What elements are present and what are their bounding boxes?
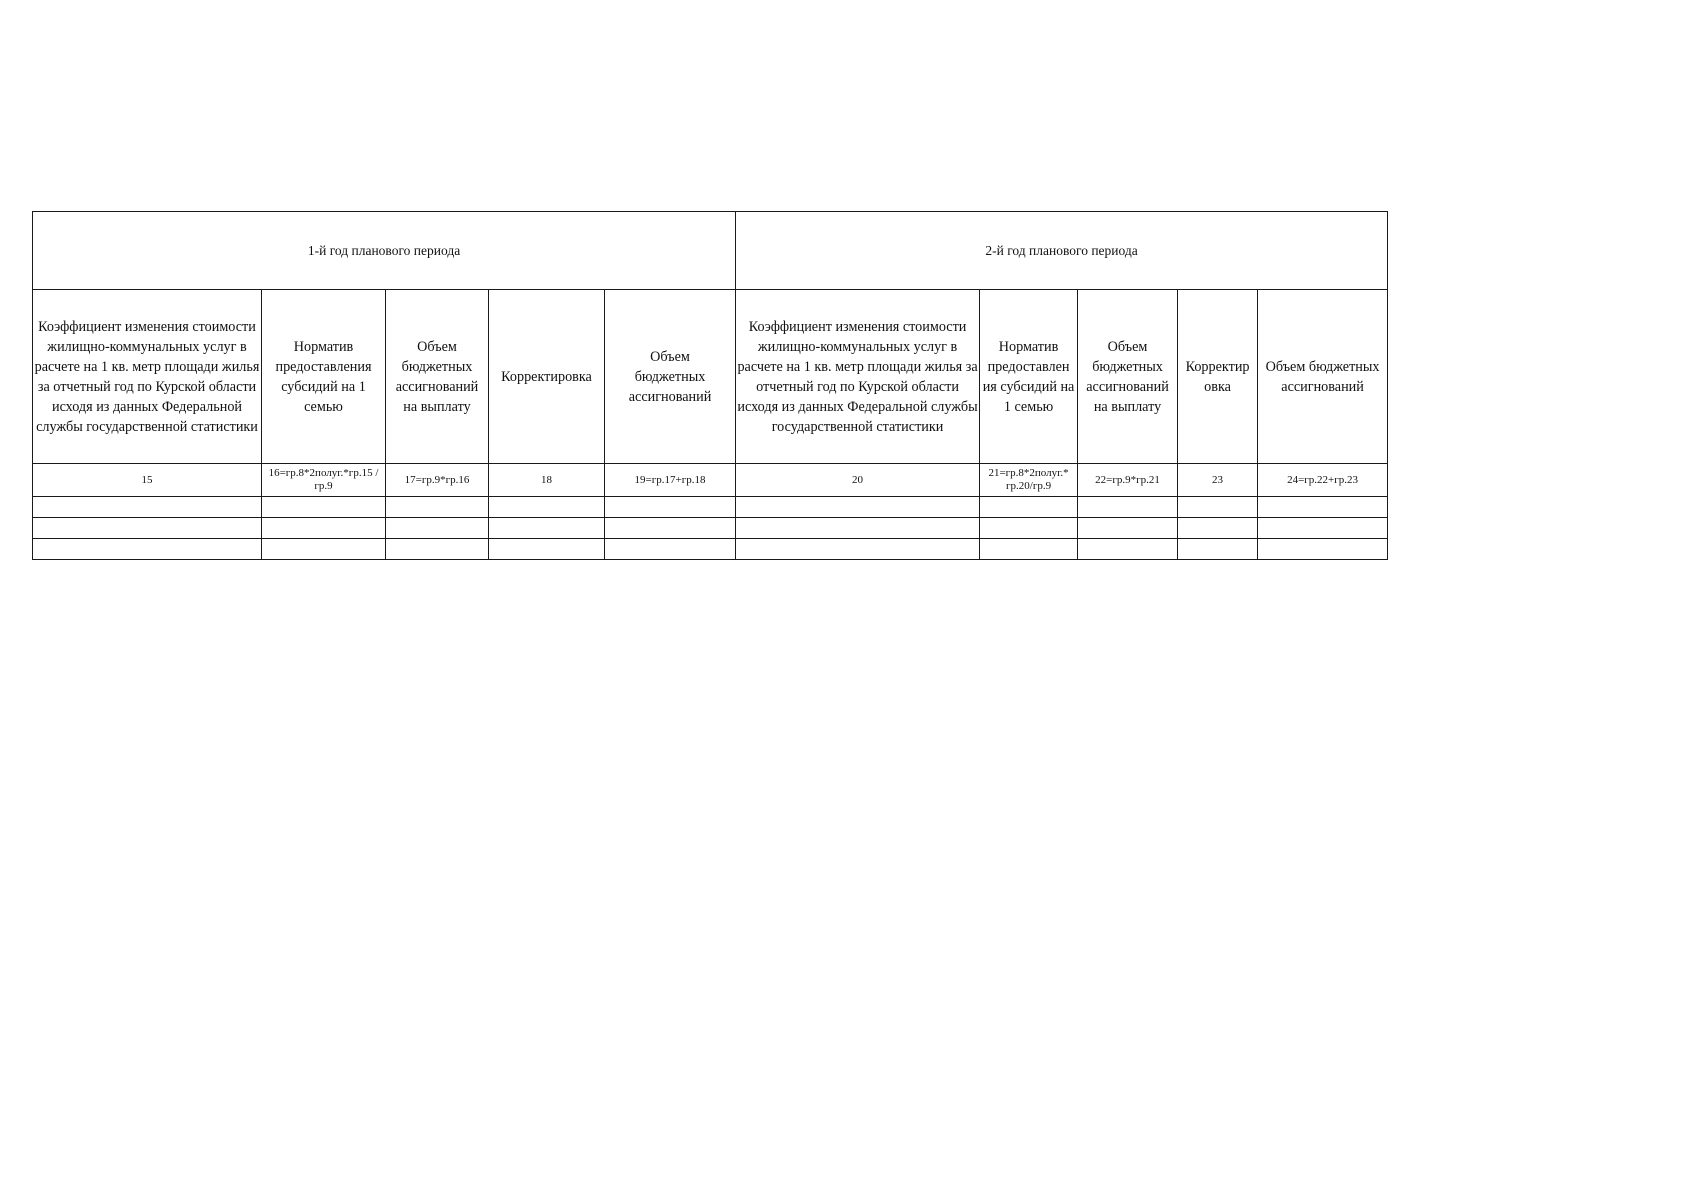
- empty-cell: [980, 518, 1078, 539]
- column-number: [605, 464, 736, 497]
- empty-cell: [33, 539, 262, 560]
- empty-cell: [736, 497, 980, 518]
- column-number: [980, 464, 1078, 497]
- empty-cell: [1258, 539, 1388, 560]
- column-number-text: 22=гр.9*гр.21: [1095, 473, 1160, 486]
- column-number-text: 17=гр.9*гр.16: [404, 473, 470, 486]
- empty-cell: [1178, 497, 1258, 518]
- column-header-text: Объем бюджетных ассигнований на выплату: [1086, 338, 1169, 415]
- table-row: [33, 497, 1388, 518]
- empty-cell: [262, 497, 386, 518]
- period-cell-first-year: [33, 212, 736, 290]
- empty-cell: [489, 497, 605, 518]
- column-number: [386, 464, 489, 497]
- empty-cell: [736, 539, 980, 560]
- column-header: [33, 290, 262, 464]
- empty-cell: [489, 539, 605, 560]
- column-number-text: 15: [141, 473, 153, 486]
- period-label: 2-й год планового периода: [985, 242, 1138, 258]
- column-header-text: Норматив предоставления субсидий на 1 семью: [275, 338, 372, 415]
- period-label: 1-й год планового периода: [307, 242, 461, 258]
- empty-cell: [386, 497, 489, 518]
- column-header: [386, 290, 489, 464]
- empty-cell: [1258, 518, 1388, 539]
- column-number-text: 18: [541, 473, 552, 486]
- column-number: [1178, 464, 1258, 497]
- column-number-row: [33, 464, 1388, 497]
- empty-cell: [33, 518, 262, 539]
- empty-cell: [262, 518, 386, 539]
- column-header-text: Объем бюджетных ассигнований на выплату: [395, 338, 479, 415]
- column-header-text: Корректировка: [501, 368, 592, 385]
- column-header-text: Коэффициент изменения стоимости жилищно-коммунальных услуг в расчете на 1 кв. метр площади жилья за отчетный год по Курской области исходя из данных Федеральной службы государственной статистики: [737, 318, 978, 435]
- column-header-text: Норматив предоставлен ия субсидий на 1 семью: [982, 338, 1075, 415]
- column-header: [1178, 290, 1258, 464]
- column-number-text: 24=гр.22+гр.23: [1287, 473, 1359, 486]
- column-number: [489, 464, 605, 497]
- column-header: [1258, 290, 1388, 464]
- empty-cell: [1078, 539, 1178, 560]
- empty-cell: [605, 539, 736, 560]
- column-number-text: 20: [852, 473, 864, 486]
- empty-cell: [605, 518, 736, 539]
- empty-cell: [33, 497, 262, 518]
- column-number: [262, 464, 386, 497]
- column-number: [33, 464, 262, 497]
- empty-cell: [980, 497, 1078, 518]
- column-number-text: 23: [1212, 473, 1224, 486]
- empty-cell: [386, 539, 489, 560]
- column-number-text: 19=гр.17+гр.18: [634, 473, 706, 486]
- column-number: [1258, 464, 1388, 497]
- column-header-text: Объем бюджетных ассигнований: [1265, 358, 1380, 395]
- column-number: [736, 464, 980, 497]
- column-header: [489, 290, 605, 464]
- table-row: [33, 518, 1388, 539]
- period-cell-second-year: [736, 212, 1388, 290]
- empty-cell: [980, 539, 1078, 560]
- column-header: [262, 290, 386, 464]
- column-header-text: Корректир овка: [1185, 358, 1250, 395]
- column-header: [1078, 290, 1178, 464]
- empty-cell: [1078, 518, 1178, 539]
- budget-table: [32, 211, 1388, 560]
- empty-cell: [262, 539, 386, 560]
- column-number: [1078, 464, 1178, 497]
- column-header-text: Объем бюджетных ассигнований: [628, 348, 712, 405]
- table-row: [33, 539, 1388, 560]
- empty-cell: [1178, 518, 1258, 539]
- column-header-row: [33, 290, 1388, 464]
- column-header-text: Коэффициент изменения стоимости жилищно-коммунальных услуг в расчете на 1 кв. метр площади жилья за отчетный год по Курской области исходя из данных Федеральной службы государственной статистики: [34, 318, 260, 435]
- empty-cell: [1078, 497, 1178, 518]
- empty-cell: [386, 518, 489, 539]
- empty-cell: [489, 518, 605, 539]
- column-number-text: 16=гр.8*2полуг.*гр.15 /гр.9: [268, 467, 379, 492]
- empty-cell: [605, 497, 736, 518]
- empty-cell: [1258, 497, 1388, 518]
- column-header: [736, 290, 980, 464]
- column-header: [605, 290, 736, 464]
- column-number-text: 21=гр.8*2полуг.* гр.20/гр.9: [988, 467, 1069, 492]
- column-header: [980, 290, 1078, 464]
- empty-cell: [1178, 539, 1258, 560]
- period-header-row: [33, 212, 1388, 290]
- empty-cell: [736, 518, 980, 539]
